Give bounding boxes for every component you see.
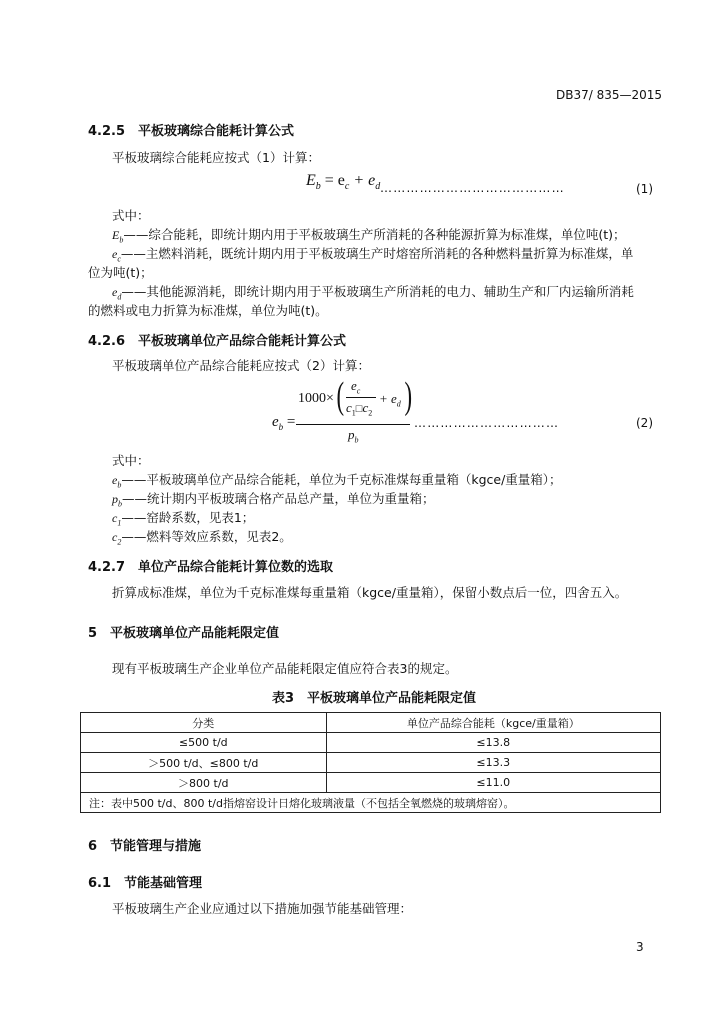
table-row	[81, 773, 661, 793]
section-4-2-7-heading: 4.2.7 单位产品综合能耗计算位数的选取	[88, 560, 334, 575]
table-header-energy: 单位产品综合能耗（kgce/重量箱）	[326, 713, 660, 733]
formula-2-inner-numerator: $e_c$	[351, 378, 361, 396]
table-cell: ≤11.0	[326, 773, 660, 793]
definition-ed-continued: 的燃料或电力折算为标准煤，单位为吨(t)。	[88, 303, 328, 318]
section-4-2-6-heading: 4.2.6 平板玻璃单位产品综合能耗计算公式	[88, 334, 347, 349]
section-4-2-6-intro: 平板玻璃单位产品综合能耗应按式（2）计算：	[112, 358, 370, 373]
table-3	[80, 712, 661, 813]
section-4-2-5-heading: 4.2.5 平板玻璃综合能耗计算公式	[88, 124, 295, 139]
table-3-caption: 表3 平板玻璃单位产品能耗限定值	[272, 691, 477, 706]
table-cell: ≤500 t/d	[81, 733, 327, 753]
table-row	[81, 753, 661, 773]
definition-ec: $e_c——$主燃料消耗，既统计期内用于平板玻璃生产时熔窑所消耗的各种燃料量折算为标准煤，单	[112, 246, 634, 264]
table-cell: ≤13.3	[326, 753, 660, 773]
where-label-1: 式中：	[112, 208, 150, 223]
formula-2-lhs: $e_b$ =	[272, 414, 296, 432]
formula-1: $E_b = e_c + e_d$	[306, 172, 381, 193]
formula-2-close-paren: )	[404, 375, 413, 417]
definition-pb: $p_b——$统计期内平板玻璃合格产品总产量，单位为重量箱；	[112, 491, 435, 509]
section-6-heading: 6 节能管理与措施	[88, 839, 202, 854]
table-header-category: 分类	[81, 713, 327, 733]
definition-c1: $c_1——$窑龄系数，见表1；	[112, 510, 255, 528]
formula-2-denominator: $p_b$	[348, 427, 359, 445]
document-number: DB37/ 835—2015	[556, 88, 663, 102]
formula-2-coefficient: 1000×	[298, 391, 334, 406]
table-row	[81, 733, 661, 753]
section-6-1-heading: 6.1 节能基础管理	[88, 876, 203, 891]
formula-2-inner-fraction-bar	[346, 397, 376, 398]
formula-1-dots: ……………………………………	[380, 181, 565, 195]
section-5-text: 现有平板玻璃生产企业单位产品能耗限定值应符合表3的规定。	[112, 661, 458, 676]
formula-2-plus-ed: + $e_d$	[379, 391, 401, 409]
formula-1-number: (1)	[636, 182, 653, 196]
table-note-row	[81, 793, 661, 813]
formula-2-number: (2)	[636, 416, 653, 430]
definition-Eb: $E_b——$综合能耗，即统计期内用于平板玻璃生产所消耗的各种能源折算为标准煤，单位吨(t)；	[112, 227, 626, 245]
definition-eb: $e_b——$平板玻璃单位产品综合能耗，单位为千克标准煤每重量箱（kgce/重量箱）；	[112, 472, 562, 490]
table-header-row	[81, 713, 661, 733]
page-number: 3	[636, 940, 644, 954]
definition-ed: $e_d——$其他能源消耗，即统计期内用于平板玻璃生产所消耗的电力、辅助生产和厂内运输所消耗	[112, 284, 634, 302]
formula-2-open-paren: (	[336, 375, 345, 417]
section-4-2-5-intro: 平板玻璃综合能耗应按式（1）计算：	[112, 150, 320, 165]
section-4-2-7-text: 折算成标准煤，单位为千克标准煤每重量箱（kgce/重量箱），保留小数点后一位，四舍五入。	[112, 585, 628, 600]
table-cell: ＞500 t/d、≤800 t/d	[81, 753, 327, 773]
formula-2-dots: ……………………………	[414, 416, 560, 430]
section-5-heading: 5 平板玻璃单位产品能耗限定值	[88, 626, 280, 641]
definition-c2: $c_2——$燃料等效应系数，见表2。	[112, 529, 292, 547]
formula-2-main-fraction-bar	[296, 424, 410, 425]
definition-ec-continued: 位为吨(t)；	[88, 265, 153, 280]
where-label-2: 式中：	[112, 453, 150, 468]
table-note: 注：表中500 t/d、800 t/d指熔窑设计日熔化玻璃液量（不包括全氧燃烧的玻璃熔窑）。	[81, 793, 661, 813]
table-cell: ＞800 t/d	[81, 773, 327, 793]
section-6-1-text: 平板玻璃生产企业应通过以下措施加强节能基础管理：	[112, 901, 413, 916]
table-cell: ≤13.8	[326, 733, 660, 753]
formula-2-inner-denominator: $c_1□c_2$	[346, 400, 373, 418]
